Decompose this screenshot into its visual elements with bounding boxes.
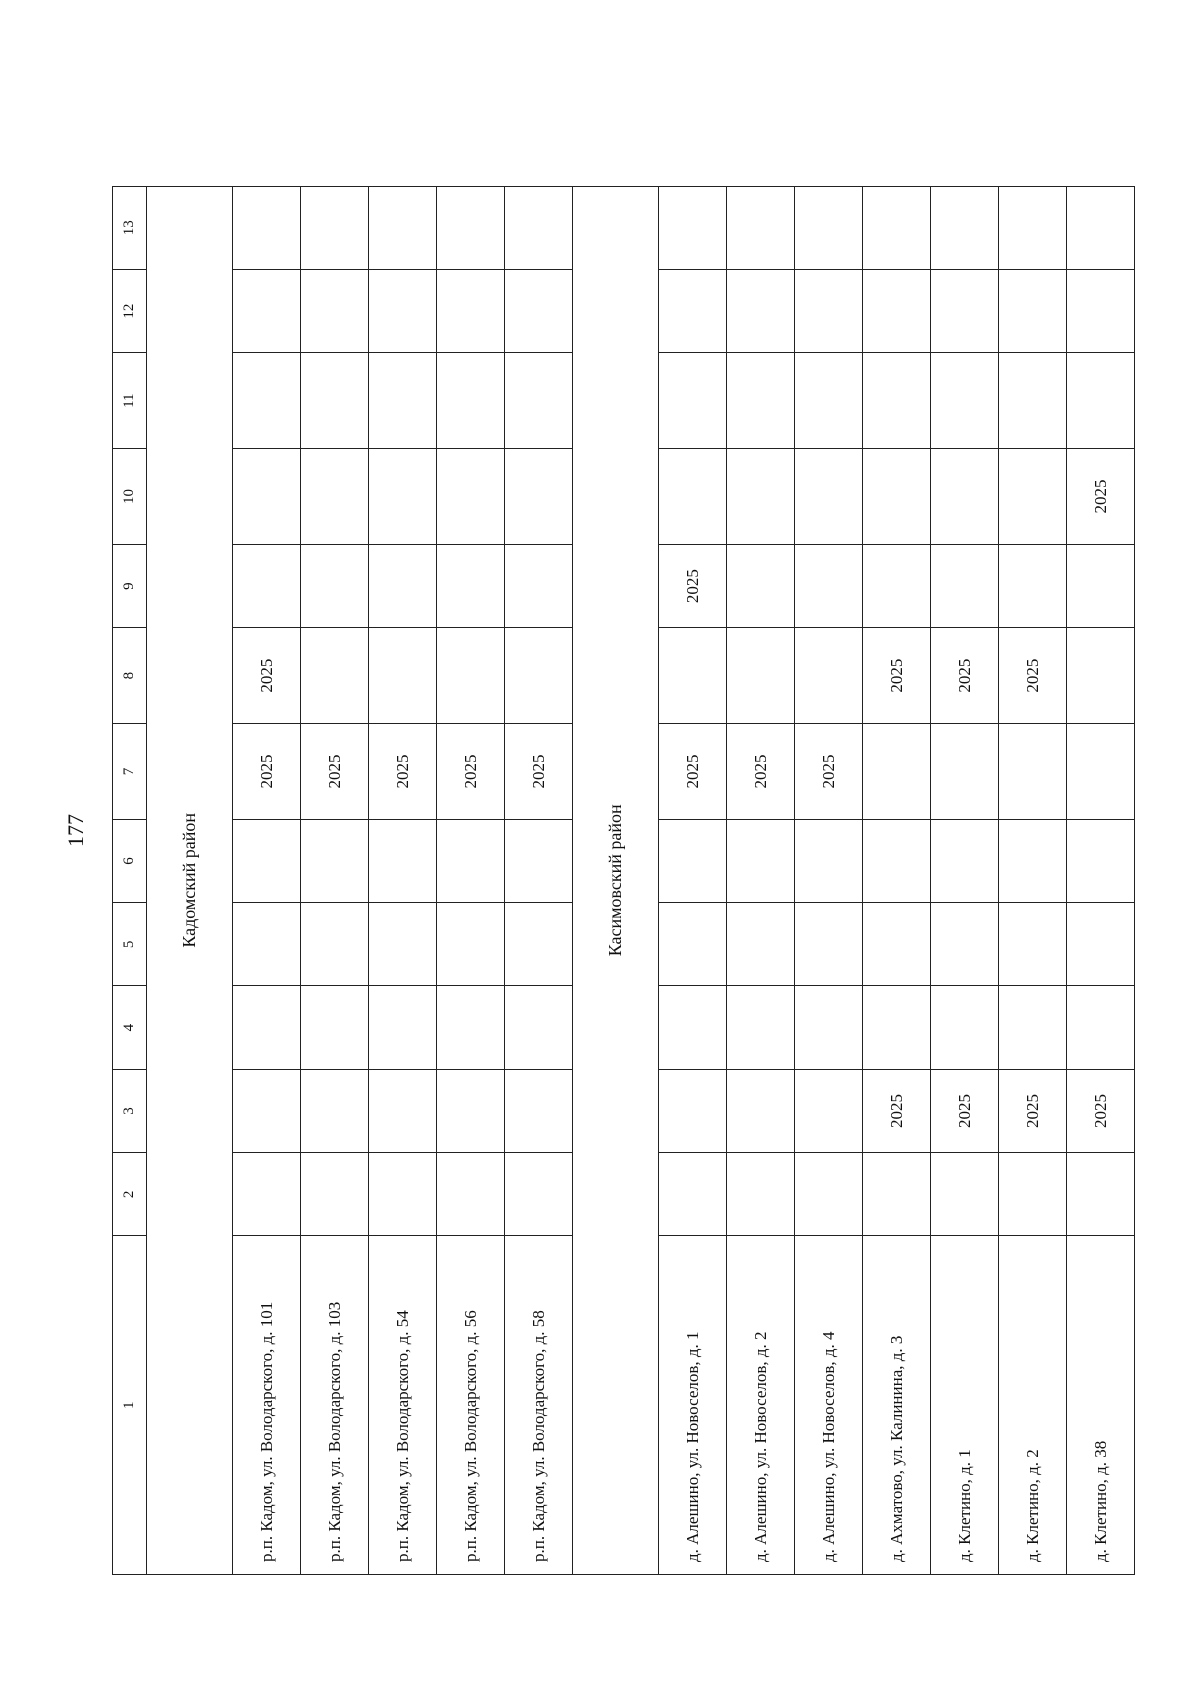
year-cell-col-6 <box>863 819 931 902</box>
year-cell-col-6 <box>233 819 301 902</box>
year-cell-col-11 <box>233 353 301 449</box>
year-cell-col-9 <box>301 544 369 627</box>
year-cell-col-6 <box>505 819 573 902</box>
year-cell-col-12 <box>659 269 727 352</box>
table-row <box>659 98 727 1575</box>
year-cell-col-13 <box>727 186 795 269</box>
year-cell-col-3: 2025 <box>1067 1069 1135 1152</box>
year-cell-col-9 <box>1067 544 1135 627</box>
year-cell-col-12 <box>301 269 369 352</box>
year-cell-col-4 <box>863 986 931 1069</box>
column-header-5: 5 <box>113 903 147 986</box>
address-cell: д. Ахматово, ул. Калинина, д. 3 <box>863 1236 931 1575</box>
year-cell-col-4 <box>1067 986 1135 1069</box>
year-cell-col-11 <box>1067 353 1135 449</box>
address-cell: д. Алешино, ул. Новоселов, д. 4 <box>795 1236 863 1575</box>
year-cell-col-4 <box>795 986 863 1069</box>
year-cell-col-13 <box>369 186 437 269</box>
column-header-8: 8 <box>113 628 147 724</box>
table-row <box>369 98 437 1575</box>
year-cell-col-7: 2025 <box>369 724 437 820</box>
year-cell-col-12 <box>505 269 573 352</box>
year-cell-col-8 <box>505 628 573 724</box>
table-row <box>301 98 369 1575</box>
year-cell-col-2 <box>999 1153 1067 1236</box>
year-cell-col-7 <box>863 724 931 820</box>
year-cell-col-6 <box>727 819 795 902</box>
column-header-13: 13 <box>113 186 147 269</box>
header-row <box>113 98 147 1575</box>
column-header-7: 7 <box>113 724 147 820</box>
year-cell-col-9 <box>233 544 301 627</box>
year-cell-col-13 <box>1067 186 1135 269</box>
year-cell-col-13 <box>437 186 505 269</box>
table-row <box>999 98 1067 1575</box>
address-cell: д. Клетино, д. 2 <box>999 1236 1067 1575</box>
year-cell-col-10 <box>931 449 999 545</box>
year-cell-col-13 <box>301 186 369 269</box>
year-cell-col-2 <box>233 1153 301 1236</box>
year-cell-col-7: 2025 <box>795 724 863 820</box>
year-cell-col-2 <box>931 1153 999 1236</box>
page-number: 177 <box>63 814 88 847</box>
year-cell-col-6 <box>437 819 505 902</box>
year-cell-col-4 <box>659 986 727 1069</box>
year-cell-col-12 <box>233 269 301 352</box>
year-cell-col-2 <box>727 1153 795 1236</box>
year-cell-col-10 <box>369 449 437 545</box>
year-cell-col-9 <box>369 544 437 627</box>
year-cell-col-4 <box>931 986 999 1069</box>
year-cell-col-3 <box>437 1069 505 1152</box>
address-cell: д. Алешино, ул. Новоселов, д. 2 <box>727 1236 795 1575</box>
year-cell-col-9 <box>727 544 795 627</box>
year-cell-col-8 <box>301 628 369 724</box>
year-cell-col-7 <box>931 724 999 820</box>
column-header-10: 10 <box>113 449 147 545</box>
year-cell-col-2 <box>795 1153 863 1236</box>
column-header-1: 1 <box>113 1236 147 1575</box>
year-cell-col-10 <box>505 449 573 545</box>
year-cell-col-6 <box>369 819 437 902</box>
table-row <box>505 98 573 1575</box>
year-cell-col-6 <box>795 819 863 902</box>
year-cell-col-12 <box>369 269 437 352</box>
year-cell-col-5 <box>863 903 931 986</box>
year-cell-col-8 <box>369 628 437 724</box>
year-cell-col-5 <box>233 903 301 986</box>
year-cell-col-13 <box>659 186 727 269</box>
year-cell-col-8 <box>1067 628 1135 724</box>
year-cell-col-9 <box>437 544 505 627</box>
year-cell-col-8: 2025 <box>931 628 999 724</box>
year-cell-col-10 <box>233 449 301 545</box>
year-cell-col-5 <box>795 903 863 986</box>
year-cell-col-4 <box>999 986 1067 1069</box>
year-cell-col-3 <box>659 1069 727 1152</box>
year-cell-col-5 <box>931 903 999 986</box>
district-row <box>147 98 233 1575</box>
year-cell-col-4 <box>233 986 301 1069</box>
district-title: Касимовский район <box>573 186 659 1574</box>
year-cell-col-2 <box>369 1153 437 1236</box>
year-cell-col-13 <box>505 186 573 269</box>
year-cell-col-12 <box>1067 269 1135 352</box>
address-cell: р.п. Кадом, ул. Володарского, д. 58 <box>505 1236 573 1575</box>
table-sheet <box>112 97 1110 1575</box>
year-cell-col-13 <box>863 186 931 269</box>
year-cell-col-7 <box>999 724 1067 820</box>
year-cell-col-3 <box>369 1069 437 1152</box>
year-cell-col-3 <box>727 1069 795 1152</box>
column-header-9: 9 <box>113 544 147 627</box>
year-cell-col-8: 2025 <box>233 628 301 724</box>
year-cell-col-8 <box>437 628 505 724</box>
year-cell-col-5 <box>1067 903 1135 986</box>
table-row <box>795 98 863 1575</box>
year-cell-col-3: 2025 <box>999 1069 1067 1152</box>
year-cell-col-2 <box>301 1153 369 1236</box>
year-cell-col-10 <box>999 449 1067 545</box>
year-cell-col-9 <box>999 544 1067 627</box>
year-cell-col-6 <box>999 819 1067 902</box>
year-cell-col-13 <box>795 186 863 269</box>
year-cell-col-4 <box>301 986 369 1069</box>
district-row <box>573 98 659 1575</box>
year-cell-col-2 <box>437 1153 505 1236</box>
year-cell-col-3 <box>301 1069 369 1152</box>
year-cell-col-7 <box>1067 724 1135 820</box>
year-cell-col-4 <box>727 986 795 1069</box>
year-cell-col-8: 2025 <box>999 628 1067 724</box>
rotated-table-container <box>112 97 1110 1575</box>
year-cell-col-10: 2025 <box>1067 449 1135 545</box>
year-cell-col-10 <box>863 449 931 545</box>
year-cell-col-13 <box>931 186 999 269</box>
year-cell-col-3 <box>505 1069 573 1152</box>
column-header-3: 3 <box>113 1069 147 1152</box>
year-cell-col-10 <box>301 449 369 545</box>
year-cell-col-9 <box>863 544 931 627</box>
year-cell-col-9 <box>505 544 573 627</box>
year-cell-col-2 <box>1067 1153 1135 1236</box>
year-cell-col-8: 2025 <box>863 628 931 724</box>
year-cell-col-4 <box>369 986 437 1069</box>
year-cell-col-11 <box>795 353 863 449</box>
year-cell-col-5 <box>369 903 437 986</box>
year-cell-col-6 <box>301 819 369 902</box>
year-cell-col-10 <box>727 449 795 545</box>
year-cell-col-5 <box>999 903 1067 986</box>
year-cell-col-10 <box>437 449 505 545</box>
district-title: Кадомский район <box>147 186 233 1574</box>
year-cell-col-11 <box>999 353 1067 449</box>
table-row <box>437 98 505 1575</box>
column-header-2: 2 <box>113 1153 147 1236</box>
table-row <box>863 98 931 1575</box>
year-cell-col-11 <box>727 353 795 449</box>
year-cell-col-11 <box>437 353 505 449</box>
table-row <box>931 98 999 1575</box>
year-cell-col-3: 2025 <box>863 1069 931 1152</box>
table-row <box>727 98 795 1575</box>
year-cell-col-8 <box>795 628 863 724</box>
year-cell-col-3 <box>795 1069 863 1152</box>
year-cell-col-5 <box>727 903 795 986</box>
year-cell-col-10 <box>659 449 727 545</box>
year-cell-col-11 <box>931 353 999 449</box>
column-header-6: 6 <box>113 819 147 902</box>
column-header-11: 11 <box>113 353 147 449</box>
address-cell: д. Клетино, д. 1 <box>931 1236 999 1575</box>
year-cell-col-10 <box>795 449 863 545</box>
address-cell: р.п. Кадом, ул. Володарского, д. 54 <box>369 1236 437 1575</box>
address-cell: р.п. Кадом, ул. Володарского, д. 103 <box>301 1236 369 1575</box>
year-cell-col-12 <box>795 269 863 352</box>
year-cell-col-6 <box>659 819 727 902</box>
address-cell: д. Клетино, д. 38 <box>1067 1236 1135 1575</box>
year-cell-col-6 <box>1067 819 1135 902</box>
year-cell-col-2 <box>659 1153 727 1236</box>
year-cell-col-11 <box>505 353 573 449</box>
year-cell-col-2 <box>863 1153 931 1236</box>
year-cell-col-4 <box>437 986 505 1069</box>
year-cell-col-5 <box>659 903 727 986</box>
year-cell-col-9 <box>931 544 999 627</box>
year-cell-col-12 <box>727 269 795 352</box>
year-cell-col-3: 2025 <box>931 1069 999 1152</box>
year-cell-col-8 <box>727 628 795 724</box>
schedule-table <box>112 97 1135 1575</box>
year-cell-col-5 <box>505 903 573 986</box>
year-cell-col-7: 2025 <box>233 724 301 820</box>
year-cell-col-11 <box>863 353 931 449</box>
year-cell-col-2 <box>505 1153 573 1236</box>
year-cell-col-6 <box>931 819 999 902</box>
year-cell-col-13 <box>999 186 1067 269</box>
year-cell-col-13 <box>233 186 301 269</box>
year-cell-col-9: 2025 <box>659 544 727 627</box>
column-header-4: 4 <box>113 986 147 1069</box>
year-cell-col-5 <box>301 903 369 986</box>
year-cell-col-11 <box>659 353 727 449</box>
year-cell-col-7: 2025 <box>727 724 795 820</box>
year-cell-col-8 <box>659 628 727 724</box>
year-cell-col-11 <box>369 353 437 449</box>
year-cell-col-7: 2025 <box>437 724 505 820</box>
year-cell-col-3 <box>233 1069 301 1152</box>
year-cell-col-5 <box>437 903 505 986</box>
year-cell-col-12 <box>863 269 931 352</box>
year-cell-col-4 <box>505 986 573 1069</box>
year-cell-col-12 <box>999 269 1067 352</box>
year-cell-col-7: 2025 <box>505 724 573 820</box>
column-header-12: 12 <box>113 269 147 352</box>
year-cell-col-9 <box>795 544 863 627</box>
address-cell: р.п. Кадом, ул. Володарского, д. 101 <box>233 1236 301 1575</box>
table-row <box>1067 98 1135 1575</box>
address-cell: р.п. Кадом, ул. Володарского, д. 56 <box>437 1236 505 1575</box>
year-cell-col-7: 2025 <box>659 724 727 820</box>
table-row <box>233 98 301 1575</box>
year-cell-col-12 <box>931 269 999 352</box>
address-cell: д. Алешино, ул. Новоселов, д. 1 <box>659 1236 727 1575</box>
year-cell-col-7: 2025 <box>301 724 369 820</box>
year-cell-col-11 <box>301 353 369 449</box>
year-cell-col-12 <box>437 269 505 352</box>
